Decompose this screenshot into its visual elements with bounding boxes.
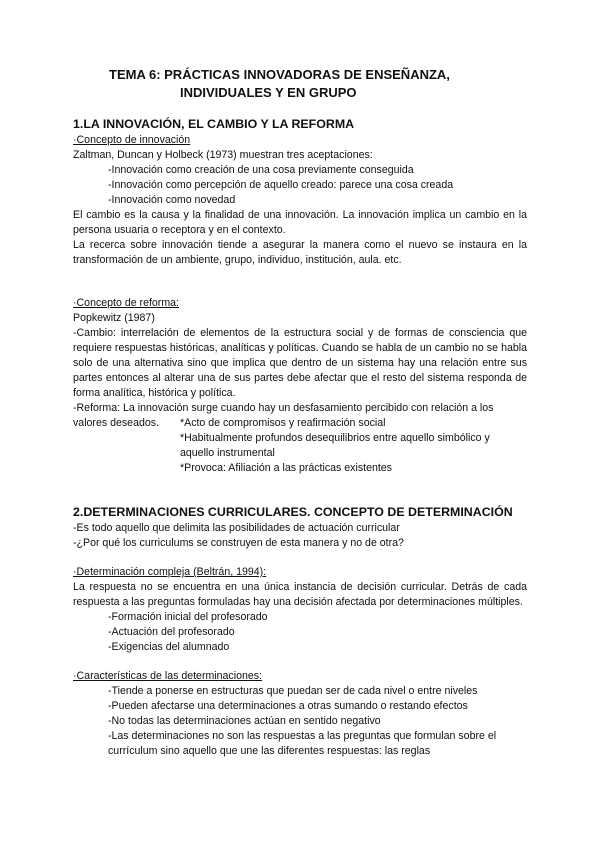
valores-label: valores deseados. bbox=[73, 417, 159, 429]
list-item: -Innovación como creación de una cosa previamente conseguida bbox=[108, 164, 414, 176]
reforma-point-cont: aquello instrumental bbox=[180, 447, 275, 459]
paragraph-reforma-def: -Reforma: La innovación surge cuando hay un desfasamiento percibido con relación a los bbox=[73, 402, 494, 414]
list-item: -Innovación como novedad bbox=[108, 194, 236, 206]
list-item: -Formación inicial del profesorado bbox=[108, 611, 268, 623]
reforma-point: *Provoca: Afiliación a las prácticas existentes bbox=[180, 462, 392, 474]
reforma-point: *Habitualmente profundos desequilibrios entre aquello simbólico y bbox=[180, 432, 490, 444]
paragraph-cambio-def: -Cambio: interrelación de elementos de la estructura social y de formas de consciencia que requiere respuestas históricas, analíticas y políticas. Cuando se habla de un cambio no se habla solo de una alternativa sino que implica que dentro de un sistema hay una relación entre sus partes entonces al alterar una de sus partes debe afectar que el resto del sistema responda de forma analítica, histórica y política. bbox=[73, 327, 527, 399]
document-title bbox=[73, 66, 527, 102]
section-2-heading: 2.DETERMINACIONES CURRICULARES. CONCEPTO DE DETERMINACIÓN bbox=[73, 505, 513, 519]
author-popkewitz: Popkewitz (1987) bbox=[73, 312, 155, 324]
document-page bbox=[73, 66, 527, 759]
subheading-determinacion-compleja: ·Determinación compleja (Beltrán, 1994): bbox=[73, 566, 267, 578]
paragraph-cambio: El cambio es la causa y la finalidad de una innovación. La innovación implica un cambio en la persona usuaria o receptora y en el contexto. bbox=[73, 209, 527, 236]
list-item-cont: currículum sino aquello que une las diferentes respuestas: las reglas bbox=[108, 745, 431, 757]
paragraph-recerca: La recerca sobre innovación tiende a asegurar la manera como el nuevo se instaura en la transformación de un ambiente, grupo, individuo, institución, aula. etc. bbox=[73, 239, 527, 266]
list-item: -Tiende a ponerse en estructuras que puedan ser de cada nivel o entre niveles bbox=[108, 685, 478, 697]
subheading-caracteristicas: ·Características de las determinaciones: bbox=[73, 670, 263, 682]
subheading-reforma: ·Concepto de reforma: bbox=[73, 297, 179, 309]
list-item: -Innovación como percepción de aquello creado: parece una cosa creada bbox=[108, 179, 454, 191]
list-item: -Exigencias del alumnado bbox=[108, 641, 230, 653]
determinacion-line: -Es todo aquello que delimita las posibilidades de actuación curricular bbox=[73, 522, 400, 534]
reforma-point: *Acto de compromisos y reafirmación social bbox=[180, 417, 386, 429]
title-line-1: TEMA 6: PRÁCTICAS INNOVADORAS DE ENSEÑANZA, bbox=[109, 67, 450, 82]
determinacion-question: -¿Por qué los curriculums se construyen de esta manera y no de otra? bbox=[73, 537, 404, 549]
list-item: -Pueden afectarse una determinaciones a otras sumando o restando efectos bbox=[108, 700, 468, 712]
section-1-heading: 1.LA INNOVACIÓN, EL CAMBIO Y LA REFORMA bbox=[73, 117, 355, 131]
list-item: -Actuación del profesorado bbox=[108, 626, 235, 638]
list-item: -No todas las determinaciones actúan en sentido negativo bbox=[108, 715, 381, 727]
list-item: -Las determinaciones no son las respuestas a las preguntas que formulan sobre el bbox=[108, 730, 497, 742]
paragraph-respuesta: La respuesta no se encuentra en una única instancia de decisión curricular. Detrás de cada respuesta a las preguntas formuladas hay una decisión afectada por determinaciones múltiples. bbox=[73, 581, 527, 608]
intro-zaltman: Zaltman, Duncan y Holbeck (1973) muestran tres aceptaciones: bbox=[73, 149, 373, 161]
subheading-innovacion: ·Concepto de innovación bbox=[73, 134, 191, 146]
title-line-2: INDIVIDUALES Y EN GRUPO bbox=[180, 85, 357, 100]
reforma-row-1 bbox=[73, 416, 527, 431]
